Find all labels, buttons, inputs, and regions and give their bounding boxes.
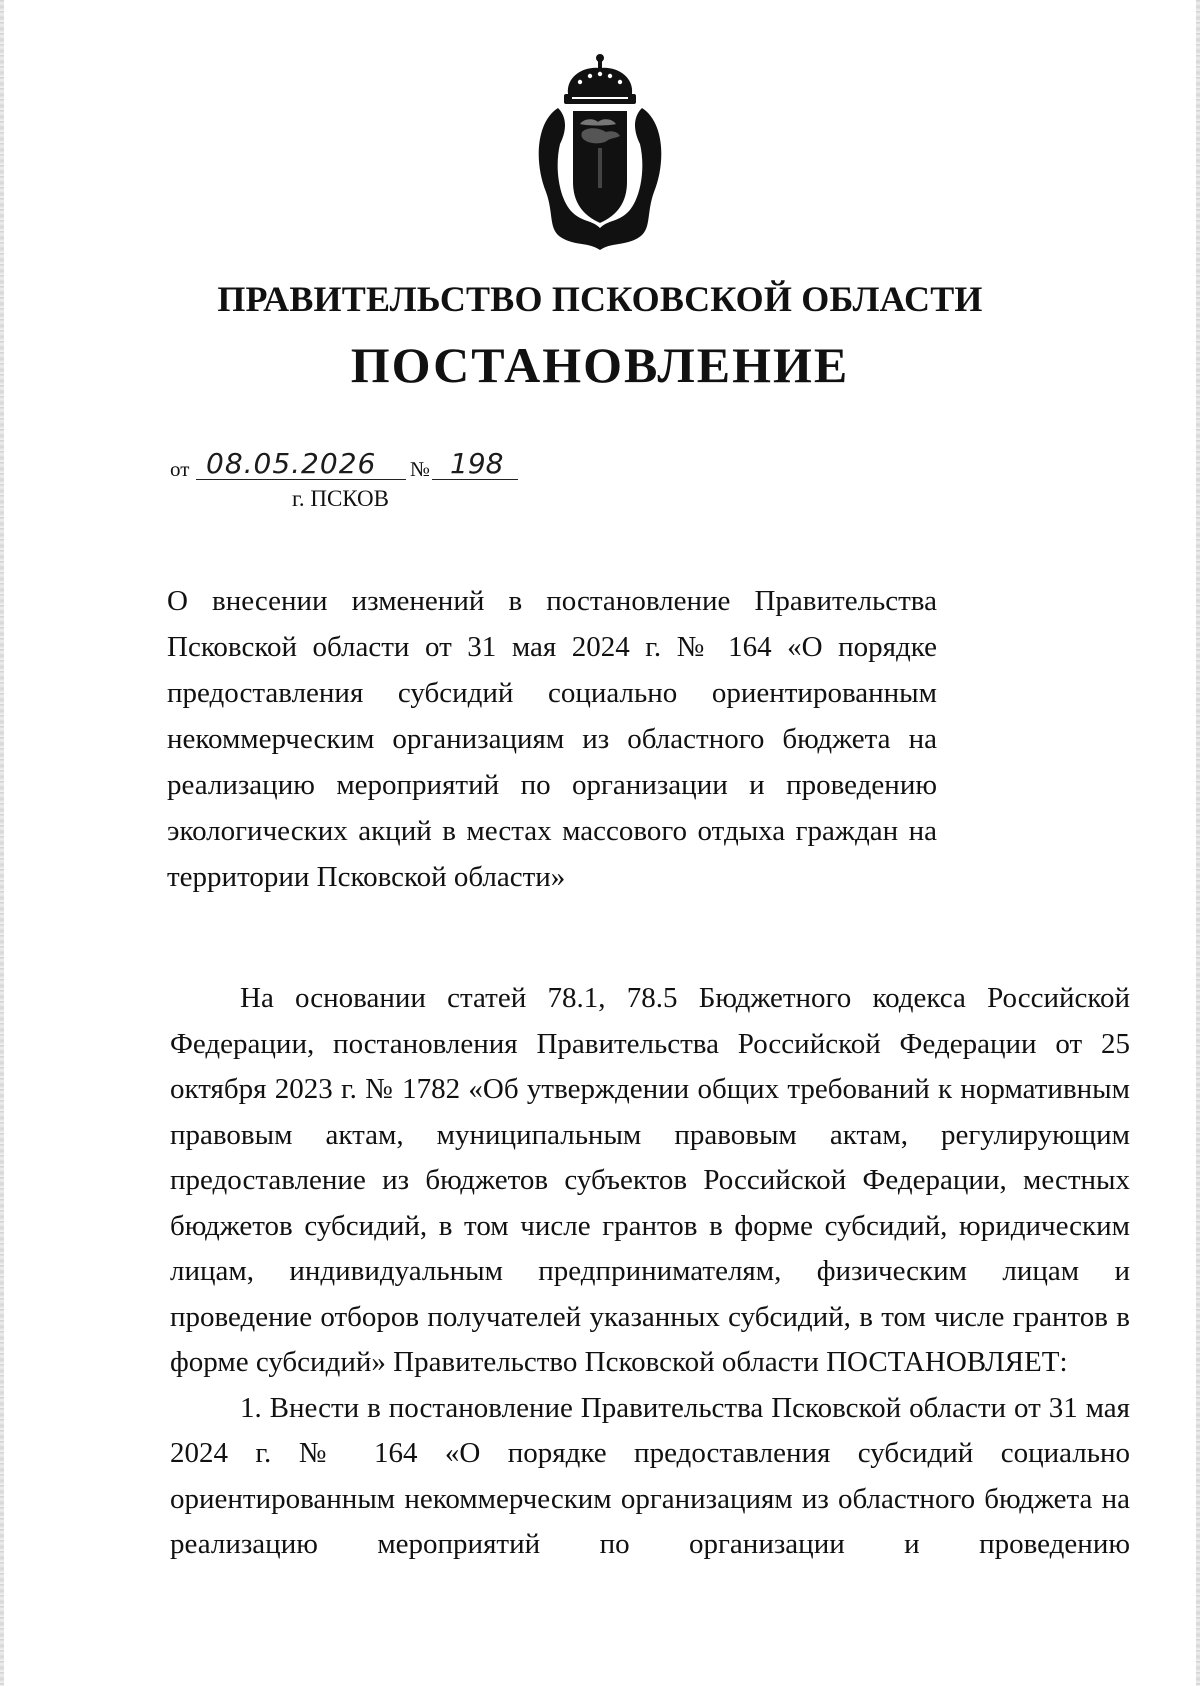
pskov-coat-of-arms-icon: [528, 52, 672, 252]
clause-1-paragraph: 1. Внести в постановление Правительства Псковской области от 31 мая 2024 г. № 164 «О порядке предоставления субсидий социально ориентированным некоммерческим организациям из областного бюджета на реализацию мероприятий по организации и проведению: [170, 1391, 1130, 1560]
document-type-title: ПОСТАНОВЛЕНИЕ: [350, 337, 850, 393]
date-prefix-label: от: [170, 457, 190, 481]
document-number: 198: [432, 450, 518, 480]
city-label: г. ПСКОВ: [292, 486, 390, 511]
document-body: [170, 976, 1130, 1568]
document-subject: О внесении изменений в постановление Правительства Псковской области от 31 мая 2024 г. № 164 «О порядке предоставления субсидий социально ориентированным некоммерческим организациям из областного бюджета на реализацию мероприятий по организации и проведению экологических акций в местах массового отдыха граждан на территории Псковской области»: [167, 585, 937, 893]
document-date: 08.05.2026: [196, 450, 406, 480]
organization-title: ПРАВИТЕЛЬСТВО ПСКОВСКОЙ ОБЛАСТИ: [217, 279, 983, 319]
scan-edge-right: [1196, 0, 1200, 1686]
preamble-paragraph: На основании статей 78.1, 78.5 Бюджетного кодекса Российской Федерации, постановления Правительства Российской Федерации от 25 октября 2023 г. № 1782 «Об утверждении общих требований к нормативным правовым актам, муниципальным правовым актам, регулирующим предоставление из бюджетов субъектов Российской Федерации, местных бюджетов субсидий, в том числе грантов в форме субсидий, юридическим лицам, индивидуальным предпринимателям, физическим лицам и проведение отборов получателей указанных субсидий, в том числе грантов в форме субсидий» Правительство Псковской области ПОСТАНОВЛЯЕТ:: [170, 982, 1130, 1378]
number-prefix-label: №: [410, 457, 431, 481]
document-meta: [170, 447, 590, 511]
scan-edge-left: [0, 0, 4, 1686]
